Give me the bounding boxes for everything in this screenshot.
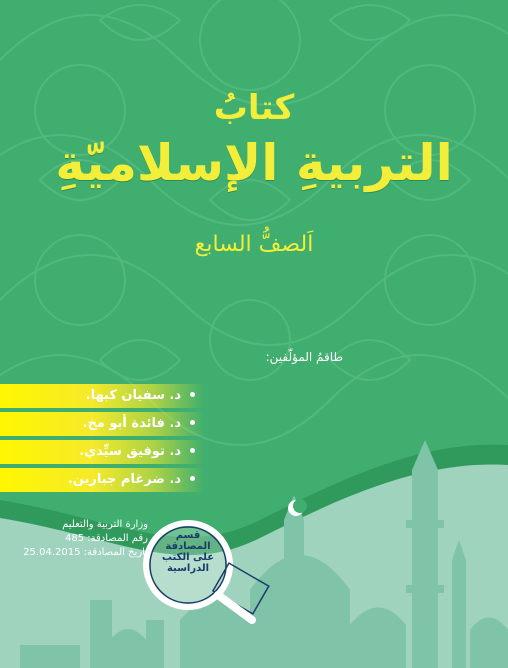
author-name: د. فائدة أبو مخ. [82, 416, 181, 431]
approval-date: تاريخ المصادقة: 25.04.2015 [23, 547, 148, 558]
grade-label: اَلصفُّ السابع [194, 232, 314, 257]
author-name: د. ضرغام جبارين. [67, 472, 181, 487]
author-name: د. سفيان كبها. [85, 388, 181, 403]
stamp-text: قسم المصادقة على الكتب الدراسية [161, 530, 215, 574]
book-title: التربيةِ الإسلاميّةِ [55, 134, 453, 192]
authors-heading: طاقمُ المؤلّفين: [265, 350, 343, 364]
magnifier-handle-icon [218, 595, 252, 620]
ministry-name: وزارة التربية والتعليم [62, 519, 148, 530]
book-title-prefix: كتابُ [213, 88, 295, 128]
approval-number: رقم المصادقة: 485 [64, 533, 148, 544]
author-name: د. توفيق سيِّدي. [79, 444, 181, 459]
